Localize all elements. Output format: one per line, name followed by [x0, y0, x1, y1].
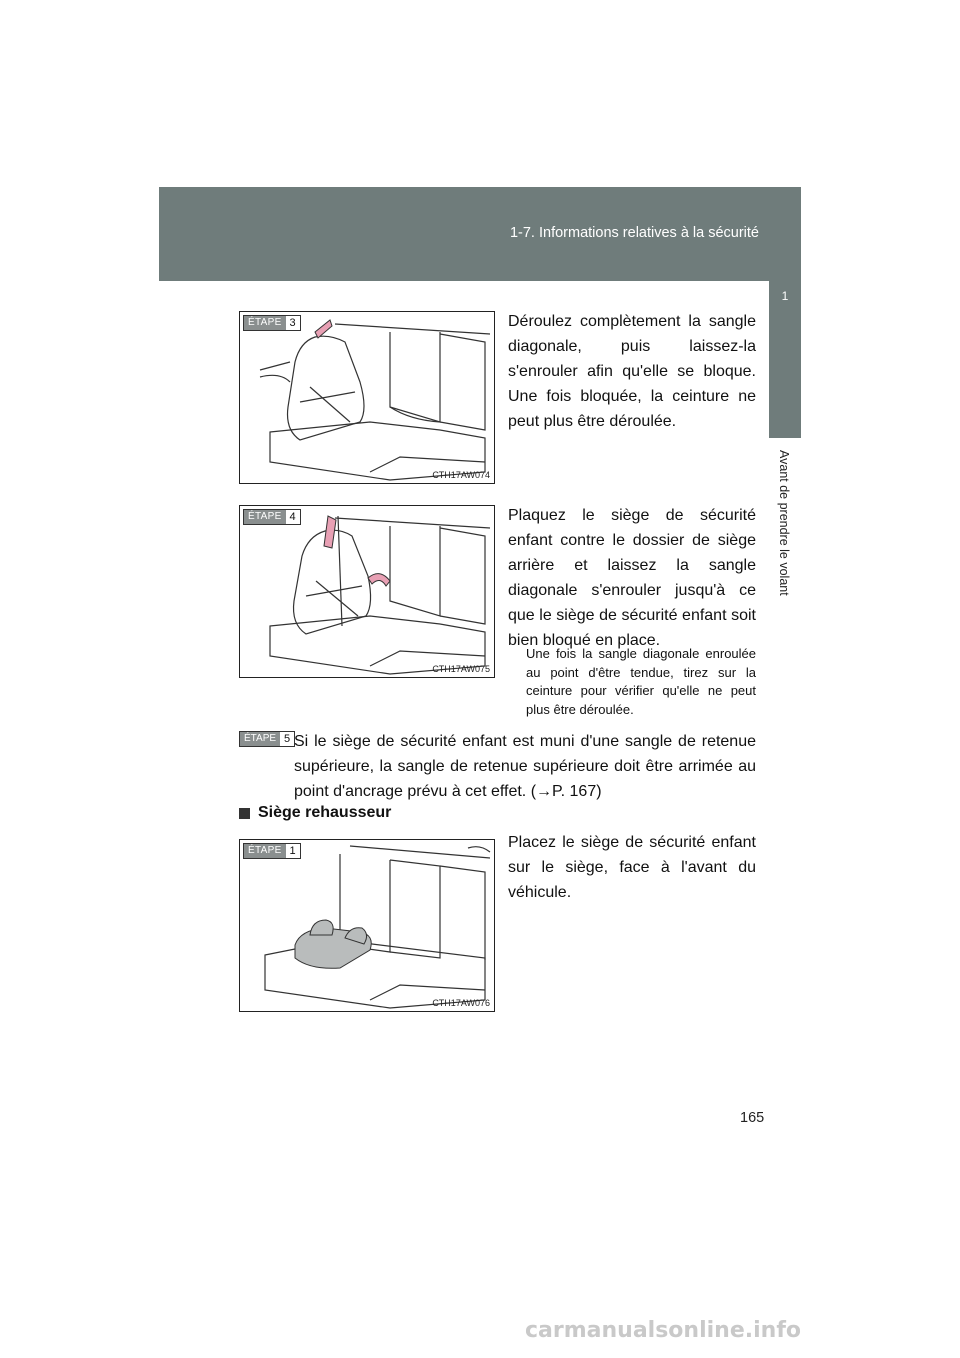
figure-step-4 [239, 505, 495, 678]
figure-step-3 [239, 311, 495, 484]
step-badge [243, 315, 301, 331]
page-number: 165 [740, 1110, 765, 1126]
chapter-tab [769, 281, 801, 438]
step-badge-label: ÉTAPE [244, 316, 286, 330]
step-badge-label: ÉTAPE [240, 732, 280, 746]
step-badge-number: 4 [286, 510, 300, 524]
section-heading [239, 804, 391, 822]
step-badge-label: ÉTAPE [244, 844, 286, 858]
booster-seat-illustration [240, 840, 494, 1011]
step-badge [243, 843, 301, 859]
chapter-title: 1-7. Informations relatives à la sécurité [509, 225, 759, 241]
step-5-text: Si le siège de sécurité enfant est muni d'une sangle de retenue supérieure, la sangle de retenue supérieure doit être arrimée au point d'ancrage prévu à cet effet. (→P. 167) [294, 733, 756, 800]
chapter-number: 1 [781, 289, 789, 303]
car-seat-illustration [240, 506, 494, 677]
figure-code: CTH17AW075 [432, 664, 490, 674]
booster-step-1-text: Placez le siège de sécurité enfant sur le siège, face à l'avant du véhicule. [508, 834, 756, 901]
step-badge-number: 3 [286, 316, 300, 330]
step-badge [243, 509, 301, 525]
step-3-text: Déroulez complètement la sangle diagonale, puis laissez-la s'enrouler afin qu'elle se bloque. Une fois bloquée, la ceinture ne peut plus être déroulée. [508, 313, 756, 430]
step-badge-number: 1 [286, 844, 300, 858]
step-badge-number: 5 [280, 732, 294, 746]
figure-booster-step-1 [239, 839, 495, 1012]
chapter-header [159, 187, 801, 281]
step-badge [239, 731, 295, 747]
chapter-side-label: Avant de prendre le volant [777, 450, 791, 596]
step-badge-label: ÉTAPE [244, 510, 286, 524]
car-seat-illustration [240, 312, 494, 483]
section-title: Siège rehausseur [258, 804, 392, 821]
square-bullet-icon [239, 808, 250, 819]
step-4-text: Plaquez le siège de sécurité enfant contre le dossier de siège arrière et laissez la sangle diagonale s'enrouler jusqu'à ce que le siège de sécurité enfant soit bien bloqué en place. [508, 507, 756, 649]
figure-code: CTH17AW074 [432, 470, 490, 480]
step-4-note: Une fois la sangle diagonale enroulée au point d'être tendue, tirez sur la ceinture pour vérifier qu'elle ne peut plus être déroulée. [526, 646, 756, 717]
watermark: carmanualsonline.info [525, 1318, 801, 1343]
figure-code: CTH17AW076 [432, 998, 490, 1008]
